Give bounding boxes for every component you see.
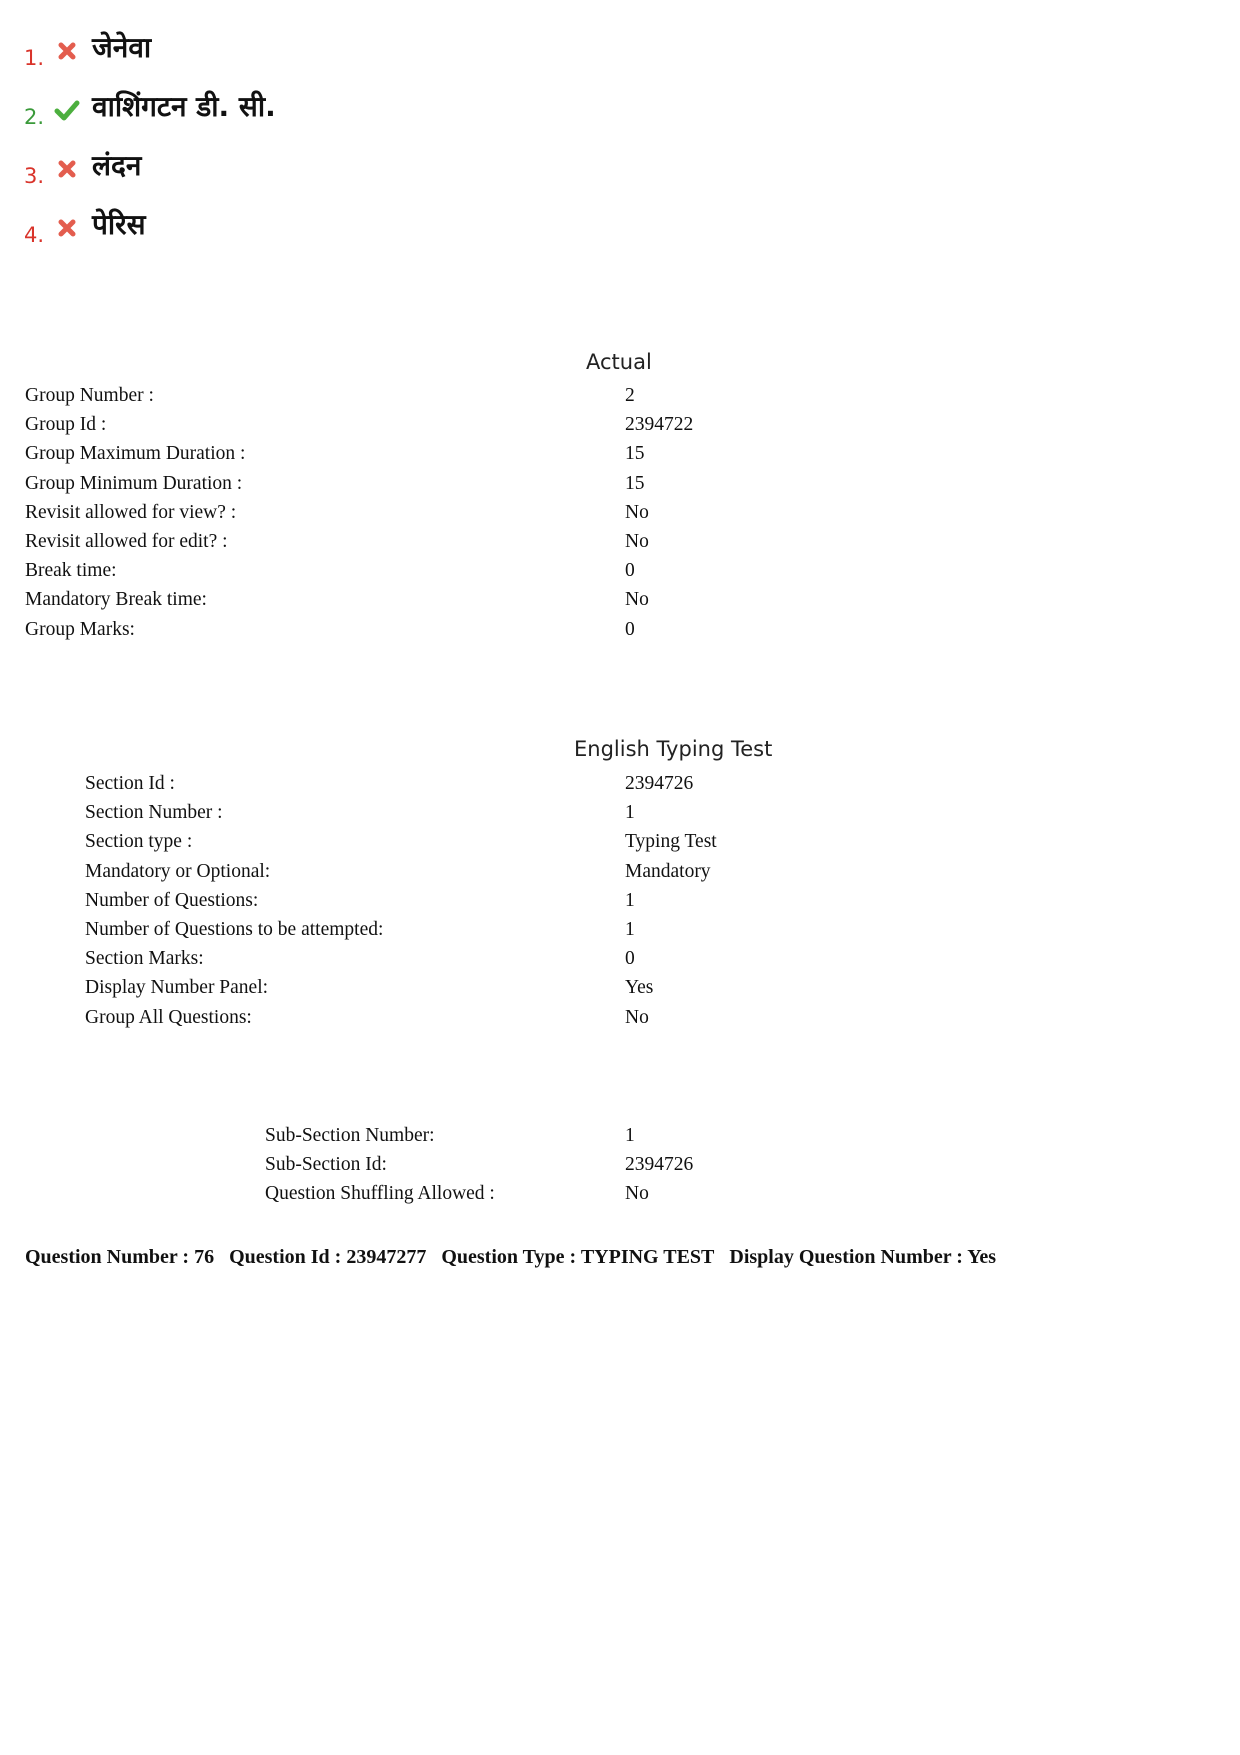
table-row bbox=[25, 556, 693, 585]
row-value: Mandatory bbox=[625, 860, 711, 882]
row-label: Mandatory or Optional: bbox=[85, 860, 271, 882]
table-row bbox=[85, 1003, 717, 1032]
table-row bbox=[85, 857, 717, 886]
row-label: Section type : bbox=[85, 831, 193, 853]
answer-options bbox=[24, 28, 424, 264]
question-type: Question Type : TYPING TEST bbox=[441, 1246, 715, 1268]
row-label: Revisit allowed for edit? : bbox=[25, 531, 228, 553]
row-label: Display Number Panel: bbox=[85, 977, 269, 999]
option-text: वाशिंगटन डी. सी. bbox=[92, 90, 276, 123]
row-value: 0 bbox=[625, 560, 635, 582]
row-value: 2394726 bbox=[625, 1154, 694, 1176]
row-label: Sub-Section Id: bbox=[265, 1154, 387, 1176]
row-label: Group Id : bbox=[25, 414, 107, 436]
row-value: 1 bbox=[625, 919, 635, 941]
option-text: लंदन bbox=[92, 149, 142, 182]
row-label: Revisit allowed for view? : bbox=[25, 501, 237, 523]
row-value: No bbox=[625, 501, 649, 523]
cross-icon bbox=[54, 156, 80, 182]
row-value: 0 bbox=[625, 948, 635, 970]
table-row bbox=[85, 886, 717, 915]
row-label: Question Shuffling Allowed : bbox=[265, 1183, 495, 1205]
table-row bbox=[25, 381, 693, 410]
option-number: 1. bbox=[24, 46, 45, 70]
option-number: 3. bbox=[24, 164, 45, 188]
table-row bbox=[25, 439, 693, 468]
cross-icon bbox=[54, 38, 80, 64]
row-value: 1 bbox=[625, 802, 635, 824]
option-number: 4. bbox=[24, 223, 45, 247]
row-label: Group Marks: bbox=[25, 618, 135, 640]
option-4 bbox=[24, 205, 424, 264]
table-row bbox=[25, 527, 693, 556]
option-3 bbox=[24, 146, 424, 205]
section-info-table bbox=[85, 769, 717, 1032]
question-id: Question Id : 23947277 bbox=[229, 1246, 427, 1268]
table-row bbox=[85, 915, 717, 944]
row-label: Section Number : bbox=[85, 802, 223, 824]
row-value: Typing Test bbox=[625, 831, 717, 853]
question-number: Question Number : 76 bbox=[25, 1246, 215, 1268]
row-value: No bbox=[625, 589, 649, 611]
option-2 bbox=[24, 87, 424, 146]
group-info-table bbox=[25, 381, 693, 644]
section-title: English Typing Test bbox=[574, 737, 773, 761]
row-value: 15 bbox=[625, 443, 645, 465]
row-label: Mandatory Break time: bbox=[25, 589, 207, 611]
row-label: Number of Questions: bbox=[85, 889, 259, 911]
row-value: 2394726 bbox=[625, 773, 694, 794]
table-row bbox=[25, 498, 693, 527]
row-value: 1 bbox=[625, 889, 635, 911]
table-row bbox=[265, 1121, 693, 1150]
row-value: No bbox=[625, 531, 649, 553]
option-1 bbox=[24, 28, 424, 87]
row-label: Group All Questions: bbox=[85, 1006, 252, 1028]
table-row bbox=[85, 769, 717, 798]
subsection-info-table bbox=[265, 1121, 693, 1209]
row-label: Sub-Section Number: bbox=[265, 1125, 435, 1146]
row-value: 15 bbox=[625, 472, 645, 494]
table-row bbox=[85, 944, 717, 973]
row-label: Section Id : bbox=[85, 773, 175, 794]
question-header bbox=[25, 1243, 1006, 1271]
table-row bbox=[85, 798, 717, 827]
table-row bbox=[265, 1150, 693, 1179]
row-label: Group Number : bbox=[25, 385, 154, 406]
table-row bbox=[25, 615, 693, 644]
table-row bbox=[85, 827, 717, 856]
row-label: Group Minimum Duration : bbox=[25, 472, 243, 494]
table-row bbox=[25, 585, 693, 614]
row-value: Yes bbox=[625, 977, 654, 999]
row-value: No bbox=[625, 1006, 649, 1028]
option-number: 2. bbox=[24, 105, 45, 129]
row-value: 1 bbox=[625, 1125, 635, 1146]
table-row bbox=[25, 469, 693, 498]
cross-icon bbox=[54, 215, 80, 241]
check-icon bbox=[54, 97, 80, 123]
group-title: Actual bbox=[586, 350, 652, 374]
row-label: Group Maximum Duration : bbox=[25, 443, 246, 465]
row-label: Number of Questions to be attempted: bbox=[85, 919, 384, 941]
option-text: जेनेवा bbox=[92, 31, 152, 64]
row-value: 2 bbox=[625, 385, 635, 406]
display-question-number: Display Question Number : Yes bbox=[729, 1246, 997, 1268]
option-text: पेरिस bbox=[92, 208, 146, 241]
table-row bbox=[25, 410, 693, 439]
table-row bbox=[85, 973, 717, 1002]
row-value: 0 bbox=[625, 618, 635, 640]
table-row bbox=[265, 1179, 693, 1208]
row-label: Section Marks: bbox=[85, 948, 204, 970]
row-value: 2394722 bbox=[625, 414, 694, 436]
row-value: No bbox=[625, 1183, 649, 1205]
row-label: Break time: bbox=[25, 560, 117, 582]
